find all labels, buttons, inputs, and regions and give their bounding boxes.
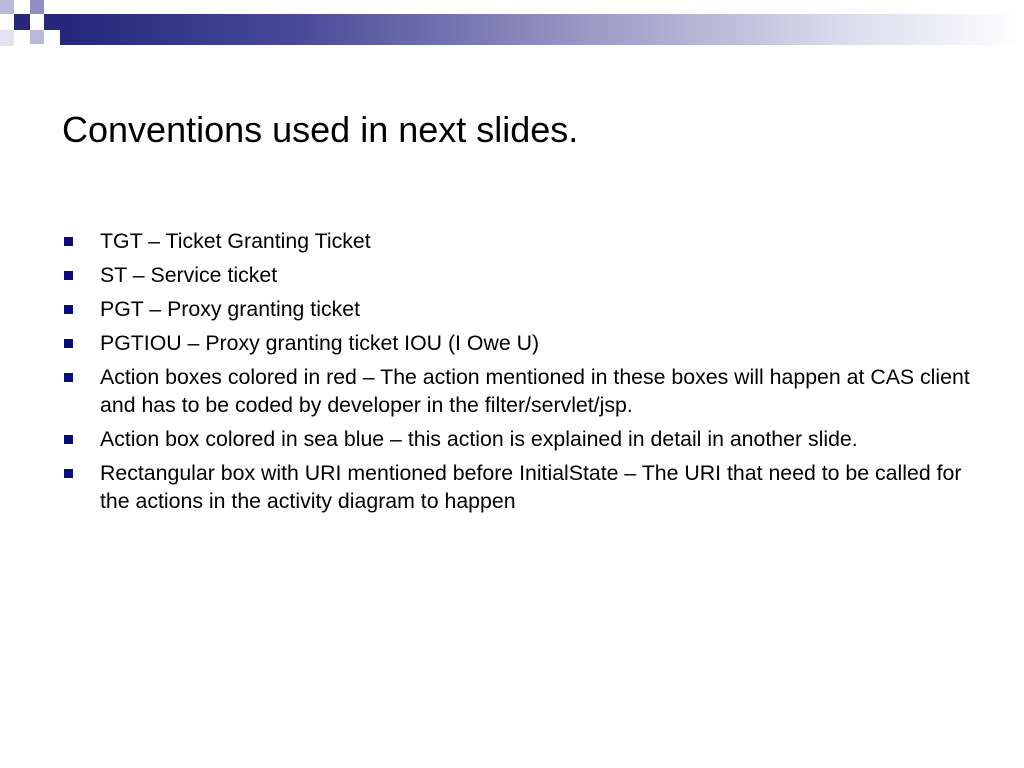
bullet-text: Action box colored in sea blue – this action is explained in detail in another slide. — [100, 427, 858, 451]
decor-square — [14, 14, 30, 30]
bullet-item — [62, 329, 977, 357]
decor-square — [30, 30, 44, 44]
bullet-item — [62, 295, 977, 323]
header-gradient-bar — [60, 14, 1024, 45]
bullet-list — [62, 227, 977, 521]
bullet-text: PGT – Proxy granting ticket — [100, 297, 361, 321]
square-bullet-icon — [64, 339, 73, 348]
square-bullet-icon — [64, 435, 73, 444]
bullet-text: Action boxes colored in red – The action mentioned in these boxes will happen at CAS client and has to be coded by developer in the filter/servlet/jsp. — [100, 365, 970, 417]
bullet-text: ST – Service ticket — [100, 263, 278, 287]
bullet-text: PGTIOU – Proxy granting ticket IOU (I Owe U) — [100, 331, 540, 355]
decor-square — [0, 0, 14, 14]
square-bullet-icon — [64, 469, 73, 478]
bullet-text: TGT – Ticket Granting Ticket — [100, 229, 371, 253]
decor-square — [14, 30, 30, 46]
decor-square — [30, 0, 44, 14]
square-bullet-icon — [64, 271, 73, 280]
square-bullet-icon — [64, 373, 73, 382]
bullet-item — [62, 363, 977, 419]
bullet-item — [62, 425, 977, 453]
slide-title: Conventions used in next slides. — [62, 109, 579, 150]
square-bullet-icon — [64, 237, 73, 246]
decor-square — [0, 30, 14, 46]
bullet-text: Rectangular box with URI mentioned before InitialState – The URI that need to be called for the actions in the activity diagram to happen — [100, 461, 962, 513]
bullet-item — [62, 227, 977, 255]
decor-square — [44, 14, 60, 30]
bullet-item — [62, 261, 977, 289]
bullet-item — [62, 459, 977, 515]
square-bullet-icon — [64, 305, 73, 314]
